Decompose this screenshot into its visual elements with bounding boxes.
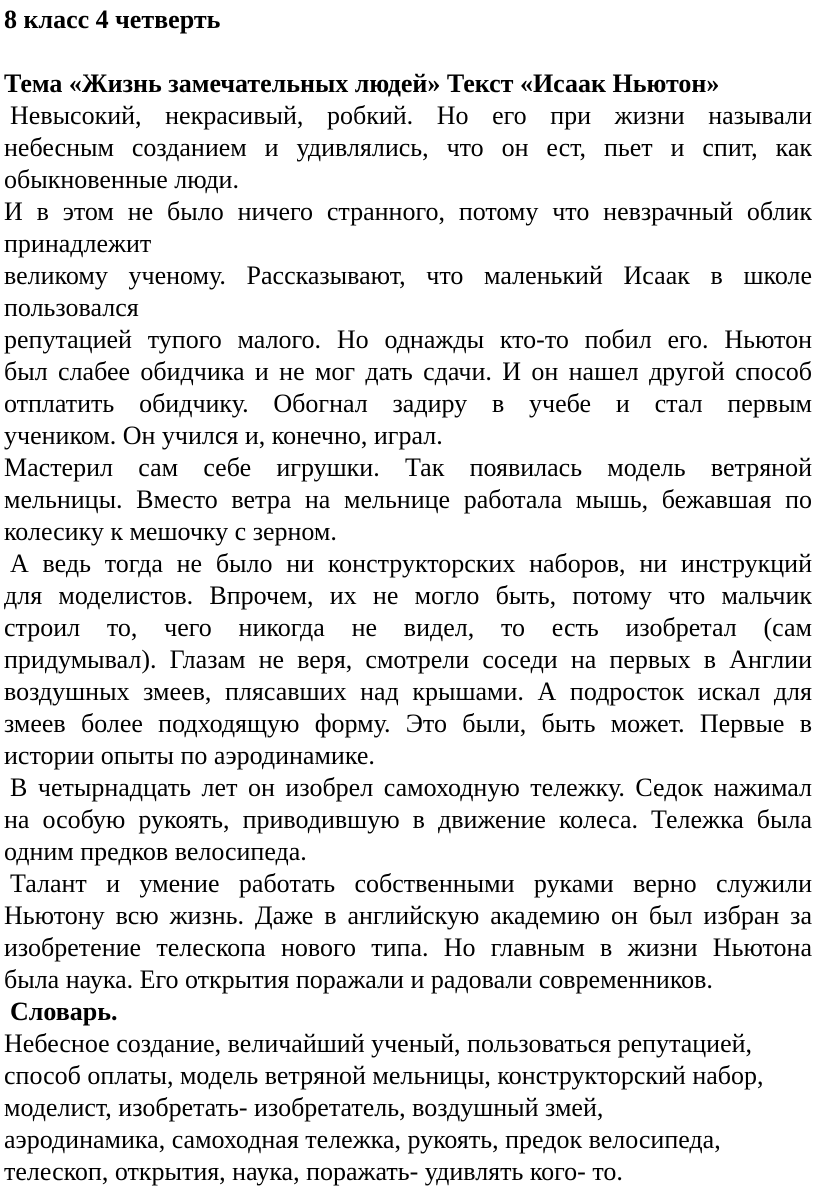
text-line: А ведь тогда не было ни конструкторских наборов, ни инструкций (10, 549, 812, 578)
text-line: придумывал). Глазам не веря, смотрели соседи на первых в Англии (4, 645, 812, 674)
text-line: была наука. Его открытия поражали и радовали современников. (4, 965, 713, 994)
text-line: И в этом не было ничего странного, потому что невзрачный облик (4, 197, 812, 226)
text-line: принадлежит (4, 229, 152, 258)
text-line: для моделистов. Впрочем, их не могло быть, потому что мальчик (4, 581, 812, 610)
dictionary-line: аэродинамика, самоходная тележка, рукоять, предок велосипеда, (4, 1125, 721, 1154)
story-text (4, 100, 812, 996)
text-line: мельницы. Вместо ветра на мельнице работала мышь, бежавшая по (4, 485, 812, 514)
text-line: змеев более подходящую форму. Это были, быть может. Первые в (4, 709, 812, 738)
text-line: был слабее обидчика и не мог дать сдачи. И он нашел другой способ (4, 357, 812, 386)
dictionary-line: способ оплаты, модель ветряной мельницы, конструкторский набор, (4, 1061, 764, 1090)
text-line: великому ученому. Рассказывают, что маленький Исаак в школе (4, 261, 812, 290)
text-line: Мастерил сам себе игрушки. Так появилась модель ветряной (4, 453, 812, 482)
text-line: В четырнадцать лет он изобрел самоходную тележку. Седок нажимал (10, 773, 812, 802)
text-line: учеником. Он учился и, конечно, играл. (4, 421, 443, 450)
text-line: репутацией тупого малого. Но однажды кто-то побил его. Ньютон (4, 325, 812, 354)
text-line: Талант и умение работать собственными руками верно служили (10, 869, 812, 898)
text-line: отплатить обидчику. Обогнал задиру в учебе и стал первым (4, 389, 812, 418)
dictionary-line: моделист, изобретать- изобретатель, воздушный змей, (4, 1093, 604, 1122)
text-line: Ньютону всю жизнь. Даже в английскую академию он был избран за (4, 901, 812, 930)
text-line: пользовался (4, 293, 139, 322)
blank-line (4, 36, 812, 68)
text-line: небесным созданием и удивлялись, что он ест, пьет и спит, как (4, 133, 812, 162)
dictionary-line: Небесное создание, величайший ученый, пользоваться репутацией, (4, 1029, 753, 1058)
text-line: истории опыты по аэродинамике. (4, 741, 375, 770)
dictionary-heading: Словарь. (10, 997, 118, 1026)
text-line: изобретение телескопа нового типа. Но главным в жизни Ньютона (4, 933, 812, 962)
class-quarter-heading: 8 класс 4 четверть (4, 5, 221, 34)
text-line: одним предков велосипеда. (4, 837, 307, 866)
text-line: строил то, чего никогда не видел, то есть изобретал (сам (4, 613, 812, 642)
text-line: на особую рукоять, приводившую в движение колеса. Тележка была (4, 805, 812, 834)
text-line: воздушных змеев, плясавших над крышами. А подросток искал для (4, 677, 812, 706)
topic-title: Тема «Жизнь замечательных людей» Текст «Исаак Ньютон» (4, 69, 720, 98)
dictionary-section (4, 996, 812, 1188)
dictionary-line: телескоп, открытия, наука, поражать- удивлять кого- то. (4, 1157, 623, 1186)
text-line: колесику к мешочку с зерном. (4, 517, 337, 546)
text-line: Невысокий, некрасивый, робкий. Но его при жизни называли (10, 101, 812, 130)
text-line: обыкновенные люди. (4, 165, 239, 194)
